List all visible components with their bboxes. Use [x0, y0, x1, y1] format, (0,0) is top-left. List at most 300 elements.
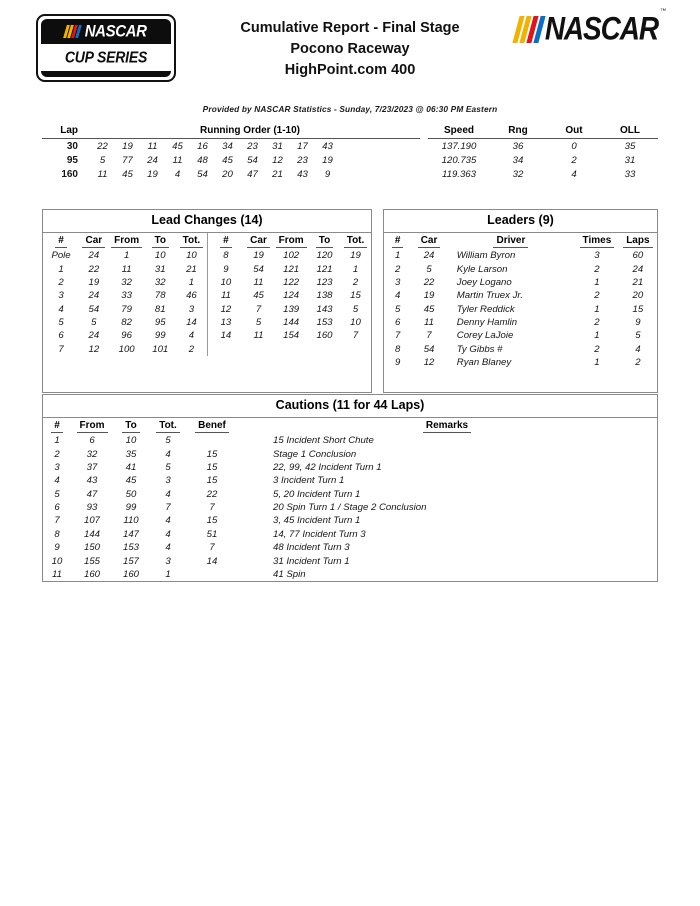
cautions-benef: 15 [206, 461, 218, 473]
running-order-car: 22 [97, 140, 108, 152]
cautions-num: 4 [54, 475, 60, 487]
running-order-car: 24 [147, 154, 158, 166]
col-header-lc-to [309, 233, 340, 249]
lead-changes-tot: 14 [186, 317, 197, 329]
cautions-benef: 7 [209, 502, 215, 514]
leaders-driver: Kyle Larson [456, 263, 508, 275]
nascar-logo [516, 8, 665, 47]
col-header-cautions-from-label: From [77, 420, 108, 433]
cautions-section [42, 394, 658, 582]
running-order-car: 19 [147, 168, 158, 180]
running-order-speed: 119.363 [442, 168, 476, 180]
lead-changes-car: 24 [88, 290, 100, 302]
running-order-car: 45 [122, 168, 133, 180]
cautions-from: 155 [83, 555, 100, 567]
cautions-benef [187, 568, 237, 581]
cautions-to: 10 [125, 435, 137, 447]
running-order-cars [80, 153, 420, 167]
leaders-times: 1 [594, 357, 600, 369]
col-header-lc-tot [176, 233, 207, 249]
cautions-remarks: 15 Incident Short Chute [273, 435, 374, 447]
running-order-oll: 33 [624, 168, 636, 180]
cautions-tot: 4 [165, 528, 171, 540]
lead-changes-row [43, 303, 207, 316]
cup-logo-speed-bars [65, 25, 79, 38]
col-header-lc-to-label: To [152, 235, 169, 248]
leaders-laps: 24 [632, 263, 644, 275]
cautions-from: 93 [86, 502, 98, 514]
cautions-row [43, 447, 657, 460]
running-order-car: 48 [197, 154, 208, 166]
col-header-cautions-remarks-label: Remarks [423, 420, 471, 433]
cautions-from: 144 [83, 528, 100, 540]
cautions-row [43, 461, 657, 474]
col-header-lc-car [79, 233, 109, 249]
nascar-logo-text [544, 8, 665, 47]
lead-changes-to: 120 [316, 250, 333, 262]
lead-changes-from: 100 [118, 343, 135, 355]
cautions-remarks: 31 Incident Turn 1 [273, 555, 350, 567]
leaders-car: 22 [423, 276, 435, 288]
running-order-car: 45 [172, 140, 183, 152]
cautions-benef: 15 [206, 448, 218, 460]
cautions-remarks: 14, 77 Incident Turn 3 [273, 528, 366, 540]
leaders-laps: 20 [632, 290, 644, 302]
cautions-header-row [43, 418, 657, 434]
leaders-times: 1 [594, 276, 600, 288]
lead-changes-num: 7 [58, 343, 64, 355]
leaders-num: 8 [394, 343, 401, 355]
col-header-cautions-to [113, 418, 149, 434]
lead-changes-num: 6 [58, 330, 64, 342]
cautions-from: 160 [83, 568, 100, 580]
running-order-section [42, 124, 658, 182]
lead-changes-num: 3 [58, 290, 64, 302]
cautions-benef [187, 434, 237, 447]
lead-changes-tot: 4 [188, 330, 195, 342]
running-order-speed: 120.735 [441, 154, 477, 166]
col-header-lc-from [109, 233, 145, 249]
cautions-title: Cautions (11 for 44 Laps) [43, 395, 657, 418]
lead-changes-from: 33 [121, 290, 132, 302]
leaders-car: 5 [426, 263, 432, 275]
running-order-out: 2 [571, 154, 577, 166]
lead-changes-num: 1 [58, 263, 64, 275]
cautions-remarks: 48 Incident Turn 3 [273, 542, 350, 554]
lead-changes-tot: 10 [350, 317, 361, 329]
leaders-times: 2 [594, 343, 600, 355]
cautions-row [43, 554, 657, 567]
lead-changes-to: 78 [154, 290, 166, 302]
cautions-num: 9 [54, 542, 60, 554]
cautions-remarks: 3, 45 Incident Turn 1 [273, 515, 361, 527]
trademark-icon: ™ [660, 8, 665, 15]
running-order-lap: 30 [66, 140, 78, 152]
cautions-from: 32 [86, 448, 98, 460]
col-header-lc-from [273, 233, 309, 249]
col-header-cautions-tot [149, 418, 187, 434]
running-order-car: 17 [297, 140, 308, 152]
lead-changes-tot: 2 [188, 343, 195, 355]
leaders-num: 1 [394, 250, 401, 262]
running-order-oll: 35 [624, 140, 636, 152]
col-header-cautions-num-label: # [51, 420, 63, 433]
cautions-num: 8 [54, 528, 60, 540]
cautions-benef: 51 [206, 528, 218, 540]
col-header-cautions-tot-label: Tot. [156, 420, 180, 433]
running-order-out: 4 [571, 168, 577, 180]
lead-changes-from: 121 [283, 263, 300, 275]
leaders-num: 3 [394, 276, 401, 288]
cautions-tot: 5 [165, 435, 171, 447]
lead-changes-from: 154 [283, 330, 300, 342]
cautions-from: 107 [83, 515, 100, 527]
cautions-row [43, 488, 657, 501]
leaders-row [384, 289, 657, 302]
col-header-cautions-to-label: To [122, 420, 139, 433]
cautions-benef: 14 [206, 555, 218, 567]
cautions-from: 47 [86, 488, 98, 500]
cautions-to: 99 [125, 502, 137, 514]
lead-changes-from: 139 [283, 303, 300, 315]
leaders-laps: 15 [632, 303, 644, 315]
leaders-laps: 2 [635, 357, 641, 369]
lead-changes-from: 124 [283, 290, 300, 302]
cautions-to: 110 [123, 515, 139, 527]
leaders-num: 9 [394, 357, 401, 369]
running-order-rng: 32 [512, 168, 524, 180]
page-title: Cumulative Report - Final Stage [240, 20, 460, 36]
lead-changes-car: 54 [88, 303, 100, 315]
col-header-lc-car-label: Car [247, 235, 270, 248]
lead-changes-to: 160 [316, 330, 333, 342]
col-header-running-order: Running Order (1-10) [80, 124, 420, 139]
col-header-oll: OLL [602, 124, 658, 139]
leaders-laps: 21 [632, 276, 644, 288]
lead-changes-num: 10 [220, 276, 232, 288]
running-order-car: 54 [197, 168, 208, 180]
running-order-car: 11 [97, 168, 108, 180]
col-header-leaders-num [384, 233, 411, 249]
lead-changes-from: 79 [121, 303, 132, 315]
leaders-row [384, 316, 657, 329]
lead-changes-car: 12 [88, 343, 100, 355]
lead-changes-row [43, 249, 207, 262]
col-header-lc-to-label: To [316, 235, 333, 248]
running-order-row [42, 153, 658, 167]
lead-changes-num: 2 [58, 276, 64, 288]
col-header-cautions-benef [187, 418, 237, 434]
leaders-row [384, 262, 657, 275]
lead-changes-num: 11 [220, 290, 231, 302]
lead-changes-tot: 7 [352, 330, 359, 342]
running-order-header-row [42, 124, 658, 139]
leaders-car: 11 [424, 317, 435, 329]
nascar-cup-series-logo [36, 14, 176, 82]
running-order-car: 43 [297, 168, 308, 180]
lead-changes-to: 143 [316, 303, 333, 315]
col-header-rng: Rng [490, 124, 546, 139]
running-order-row [42, 139, 658, 154]
lead-changes-from: 122 [283, 276, 300, 288]
running-order-car: 77 [122, 154, 133, 166]
cautions-benef: 7 [209, 542, 215, 554]
running-order-car: 45 [222, 154, 233, 166]
running-order-car: 20 [222, 168, 233, 180]
leaders-driver: Martin Truex Jr. [456, 290, 523, 302]
running-order-rng: 34 [512, 154, 524, 166]
leaders-table [384, 233, 657, 369]
running-order-car: 11 [147, 140, 158, 152]
col-header-leaders-times-label: Times [580, 235, 615, 248]
col-header-cautions-num [43, 418, 71, 434]
leaders-num: 5 [394, 303, 401, 315]
cautions-benef: 15 [206, 475, 218, 487]
lead-changes-row [43, 262, 207, 275]
lead-changes-tot: 1 [352, 263, 359, 275]
cautions-num: 5 [54, 488, 60, 500]
cautions-tot: 4 [165, 448, 171, 460]
lead-changes-section [42, 209, 372, 393]
lead-changes-car: 45 [253, 290, 264, 302]
lead-changes-num: 14 [220, 330, 232, 342]
lead-changes-filler [43, 356, 371, 392]
leaders-row [384, 356, 657, 369]
lead-changes-title: Lead Changes (14) [43, 210, 371, 233]
col-header-lc-from-label: From [111, 235, 142, 248]
col-header-lc-num-label: # [55, 235, 67, 248]
col-header-lc-to [145, 233, 176, 249]
leaders-num: 4 [394, 290, 401, 302]
mid-section [42, 209, 658, 393]
col-spacer [420, 124, 428, 139]
cautions-row [43, 568, 657, 581]
lead-changes-to: 95 [154, 317, 166, 329]
cautions-row [43, 434, 657, 447]
running-order-car: 9 [324, 168, 331, 180]
lead-changes-row [208, 289, 371, 302]
leaders-driver: Joey Logano [456, 276, 512, 288]
cautions-tot: 1 [165, 568, 171, 580]
lead-changes-car: 5 [91, 317, 97, 329]
lead-changes-from: 96 [121, 330, 132, 342]
col-header-lc-from-label: From [276, 235, 307, 248]
col-header-leaders-laps-label: Laps [623, 235, 652, 248]
lead-changes-num: 8 [223, 250, 229, 262]
lead-changes-from: 1 [123, 250, 130, 262]
leaders-row [384, 249, 657, 262]
running-order-table [42, 124, 658, 182]
running-order-car: 16 [197, 140, 208, 152]
leaders-num: 7 [394, 330, 401, 342]
running-order-car: 47 [247, 168, 258, 180]
col-header-leaders-times [575, 233, 619, 249]
cautions-to: 147 [122, 528, 139, 540]
cautions-benef: 22 [206, 488, 218, 500]
provided-by-text: Provided by NASCAR Statistics - Sunday, 7/23/2023 @ 06:30 PM Eastern [202, 104, 498, 114]
running-order-lap: 95 [66, 154, 78, 166]
lead-changes-car: 11 [253, 276, 264, 288]
running-order-oll: 31 [624, 154, 636, 166]
cautions-row [43, 501, 657, 514]
leaders-car: 24 [423, 250, 435, 262]
cautions-num: 2 [54, 448, 60, 460]
leaders-title: Leaders (9) [384, 210, 657, 233]
lead-changes-row [43, 276, 207, 289]
lead-changes-to: 31 [154, 263, 166, 275]
leaders-driver: Corey LaJoie [456, 330, 514, 342]
leaders-times: 2 [594, 290, 600, 302]
running-order-row [42, 167, 658, 181]
running-order-car: 11 [172, 154, 183, 166]
col-header-leaders-laps [619, 233, 657, 249]
lead-changes-table-left [43, 233, 207, 356]
running-order-spacer [420, 139, 428, 154]
lead-changes-tot: 2 [352, 276, 359, 288]
cautions-to: 50 [125, 488, 137, 500]
lead-changes-from: 11 [121, 263, 132, 275]
running-order-car: 43 [322, 140, 333, 152]
leaders-section [383, 209, 658, 393]
lead-changes-tot: 15 [350, 290, 361, 302]
col-header-out: Out [546, 124, 602, 139]
cautions-tot: 4 [165, 515, 171, 527]
cautions-from: 6 [89, 435, 95, 447]
cautions-remarks: 3 Incident Turn 1 [273, 475, 345, 487]
lead-changes-to: 81 [154, 303, 166, 315]
leaders-driver: William Byron [456, 250, 516, 262]
leaders-car: 19 [423, 290, 435, 302]
col-header-leaders-car-label: Car [418, 235, 441, 248]
lead-changes-from: 32 [121, 276, 132, 288]
cautions-row [43, 474, 657, 487]
leaders-car: 12 [423, 357, 435, 369]
race-name: HighPoint.com 400 [284, 62, 416, 78]
col-header-lc-tot [340, 233, 371, 249]
leaders-laps: 5 [635, 330, 641, 342]
cup-logo-nascar-text: NASCAR [84, 21, 147, 42]
leaders-row [384, 329, 657, 342]
cautions-row [43, 541, 657, 554]
leaders-times: 1 [594, 303, 600, 315]
running-order-car: 19 [122, 140, 133, 152]
cautions-remarks: 41 Spin [273, 568, 306, 580]
col-header-lc-tot-label: Tot. [180, 235, 204, 248]
lead-changes-to: 153 [316, 317, 333, 329]
col-header-lc-car [244, 233, 273, 249]
cautions-num: 3 [54, 461, 60, 473]
leaders-driver: Ty Gibbs # [456, 343, 503, 355]
lead-changes-row [208, 329, 371, 342]
cup-logo-bottom-bar [41, 71, 171, 77]
leaders-times: 3 [594, 250, 600, 262]
running-order-rng: 36 [512, 140, 524, 152]
leaders-car: 45 [423, 303, 435, 315]
leaders-laps: 60 [632, 250, 644, 262]
running-order-car: 34 [222, 140, 233, 152]
running-order-car: 23 [297, 154, 308, 166]
cautions-row [43, 514, 657, 527]
lead-changes-car: 19 [253, 250, 264, 262]
lead-changes-row [43, 316, 207, 329]
running-order-car: 21 [272, 168, 283, 180]
lead-changes-left-column [43, 233, 207, 356]
lead-changes-to: 121 [316, 263, 333, 275]
cautions-remarks: 20 Spin Turn 1 / Stage 2 Conclusion [273, 502, 427, 514]
cup-logo-series-text: CUP SERIES [64, 48, 148, 66]
lead-changes-row [208, 316, 371, 329]
running-order-car: 19 [322, 154, 333, 166]
running-order-car: 54 [247, 154, 258, 166]
cautions-remarks: 5, 20 Incident Turn 1 [273, 488, 361, 500]
running-order-car: 5 [99, 154, 106, 166]
lead-changes-car: 19 [88, 276, 100, 288]
running-order-car: 23 [247, 140, 258, 152]
leaders-row [384, 343, 657, 356]
lead-changes-to: 10 [154, 250, 166, 262]
lead-changes-car: 24 [88, 330, 100, 342]
col-header-leaders-driver-label: Driver [493, 235, 528, 248]
running-order-speed: 137.190 [441, 140, 477, 152]
lead-changes-num: 13 [220, 317, 232, 329]
leaders-times: 2 [594, 263, 600, 275]
cautions-num: 7 [54, 515, 60, 527]
running-order-car: 12 [272, 154, 283, 166]
leaders-driver: Denny Hamlin [456, 317, 518, 329]
leaders-times: 1 [594, 330, 600, 342]
lead-changes-header-row-right [208, 233, 371, 249]
leaders-car: 54 [423, 343, 435, 355]
report-header [0, 0, 700, 114]
lead-changes-from: 82 [121, 317, 132, 329]
running-order-cars [80, 139, 420, 154]
cautions-num: 6 [54, 502, 60, 514]
lead-changes-from: 144 [283, 317, 300, 329]
leaders-times: 2 [594, 317, 600, 329]
cautions-tot: 3 [165, 555, 171, 567]
lead-changes-row [208, 262, 371, 275]
lead-changes-row [208, 249, 371, 262]
lead-changes-table-right [208, 233, 371, 343]
col-header-lap: Lap [42, 124, 80, 139]
cautions-num: 10 [51, 555, 63, 567]
col-header-lc-num [208, 233, 244, 249]
running-order-car: 31 [272, 140, 283, 152]
cautions-to: 45 [125, 475, 137, 487]
lead-changes-row [208, 276, 371, 289]
leaders-car: 7 [426, 330, 432, 342]
cautions-table [43, 418, 657, 581]
cautions-to: 35 [125, 448, 137, 460]
col-header-speed: Speed [428, 124, 490, 139]
leaders-num: 6 [394, 317, 401, 329]
lead-changes-tot: 1 [188, 276, 195, 288]
col-header-lc-tot-label: Tot. [344, 235, 368, 248]
cautions-from: 150 [83, 542, 100, 554]
cautions-num: 11 [52, 568, 62, 580]
cautions-tot: 3 [165, 475, 171, 487]
leaders-laps: 4 [635, 343, 641, 355]
lead-changes-to: 101 [152, 343, 169, 355]
cautions-to: 160 [122, 568, 139, 580]
lead-changes-car: 7 [255, 303, 262, 315]
lead-changes-tot: 5 [352, 303, 359, 315]
cautions-from: 43 [86, 475, 98, 487]
lead-changes-tot: 46 [186, 290, 197, 302]
lead-changes-row [43, 343, 207, 356]
leaders-driver: Ryan Blaney [456, 357, 512, 369]
col-header-cautions-remarks [237, 418, 657, 434]
